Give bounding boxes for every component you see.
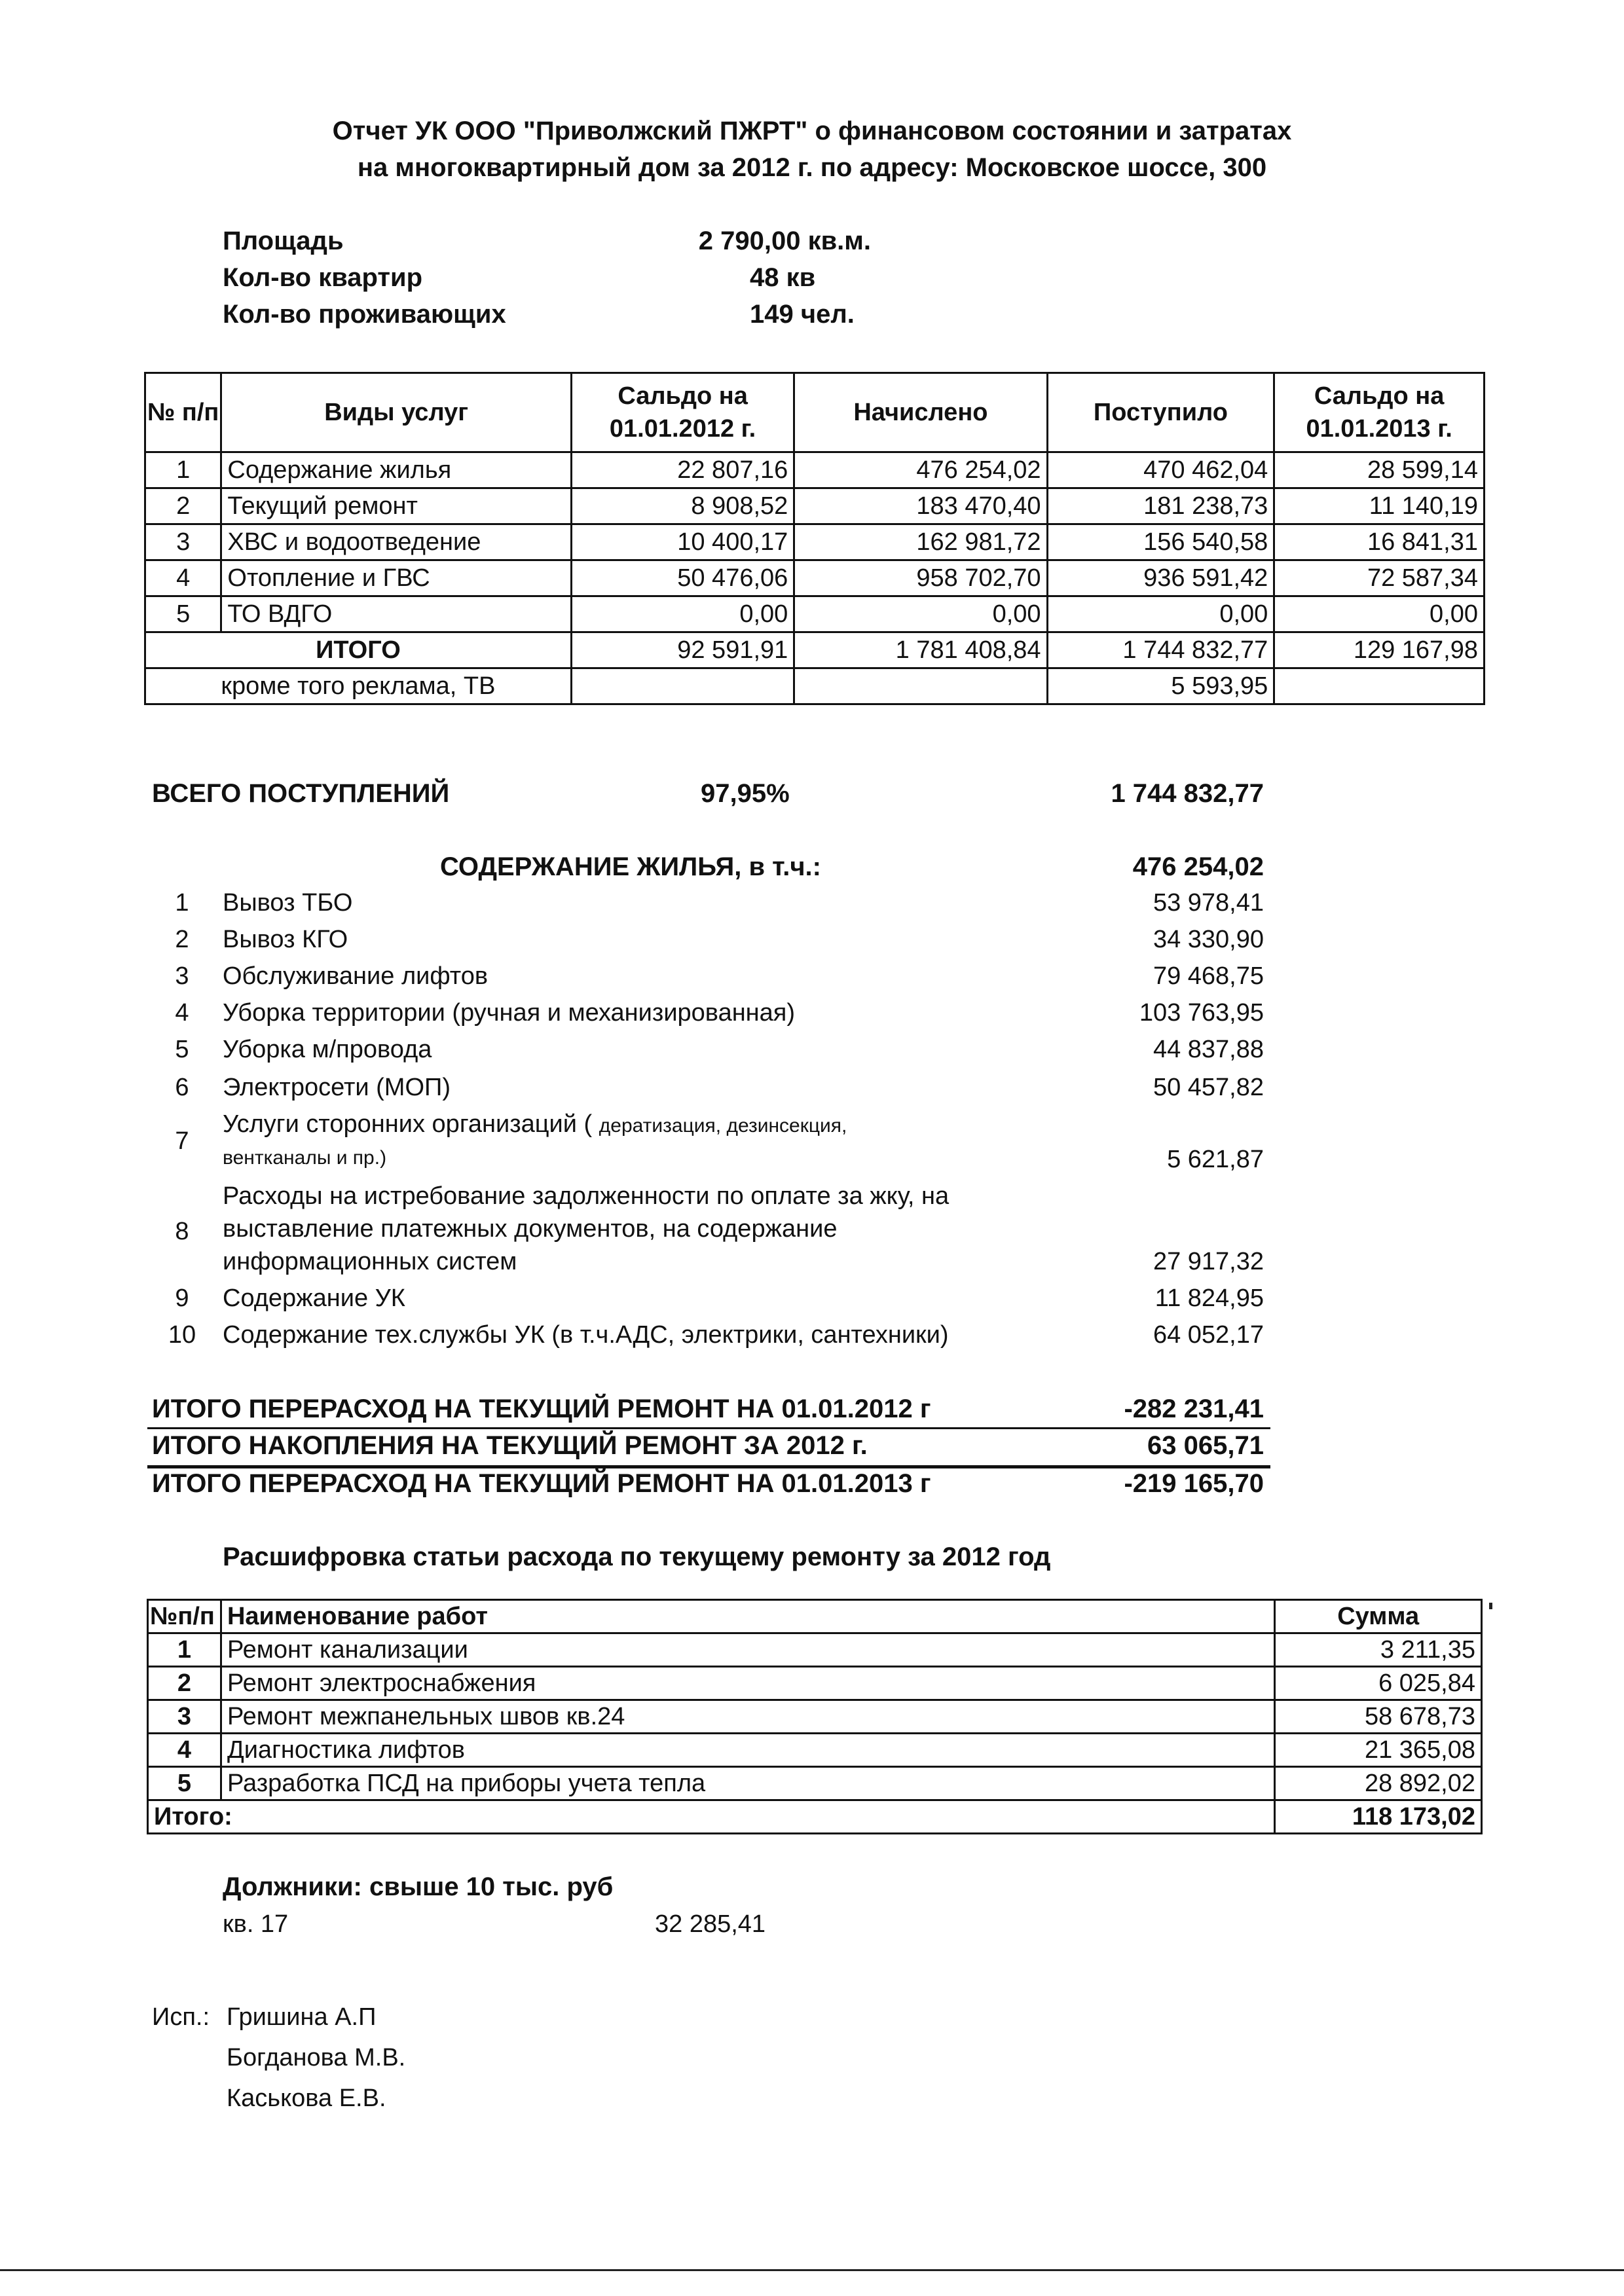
table-row — [145, 524, 1485, 560]
row-work-name: Ремонт электроснабжения — [221, 1667, 1274, 1700]
table-row — [148, 1667, 1482, 1700]
maintenance-item-name: Вывоз ТБО — [223, 889, 353, 917]
maintenance-item-name: Обслуживание лифтов — [223, 962, 489, 990]
row-balance-start: 22 807,16 — [571, 452, 794, 488]
extra-empty-cell — [571, 668, 794, 704]
extra-value: 5 593,95 — [1047, 668, 1274, 704]
divider-line — [147, 1427, 1270, 1429]
maintenance-item-value: 27 917,32 — [1153, 1248, 1264, 1275]
repair-overrun-2013-label: ИТОГО ПЕРЕРАСХОД НА ТЕКУЩИЙ РЕМОНТ НА 01.01.2013 г — [152, 1469, 931, 1498]
table-row — [145, 560, 1485, 596]
executor-name: Богданова М.В. — [227, 2044, 406, 2071]
repair-overrun-2012-label: ИТОГО ПЕРЕРАСХОД НА ТЕКУЩИЙ РЕМОНТ НА 01.01.2012 г — [152, 1394, 931, 1423]
row-service: Отопление и ГВС — [221, 560, 571, 596]
info-area-value: 2 790,00 кв.м. — [698, 227, 871, 255]
row-sum: 28 892,02 — [1275, 1767, 1482, 1800]
maintenance-item-number: 3 — [175, 962, 189, 990]
repair-overrun-2013-value: -219 165,70 — [1124, 1469, 1264, 1498]
maintenance-item-value: 64 052,17 — [1153, 1321, 1264, 1349]
info-residents-label: Кол-во проживающих — [223, 300, 506, 329]
repair-table-header — [148, 1600, 1482, 1633]
repair-breakdown-heading: Расшифровка статьи расхода по текущему ремонту за 2012 год — [223, 1542, 1051, 1571]
maintenance-item-number: 1 — [175, 889, 189, 917]
row-service: Текущий ремонт — [221, 488, 571, 524]
repair-accumulation-label: ИТОГО НАКОПЛЕНИЯ НА ТЕКУЩИЙ РЕМОНТ ЗА 2012 г. — [152, 1431, 868, 1460]
row-work-name: Разработка ПСД на приборы учета тепла — [221, 1767, 1274, 1800]
row-received: 181 238,73 — [1047, 488, 1274, 524]
services-table — [144, 372, 1485, 705]
maintenance-item-value: 103 763,95 — [1139, 999, 1264, 1027]
table-row — [145, 596, 1485, 632]
maintenance-item-name: Содержание тех.службы УК (в т.ч.АДС, электрики, сантехники) — [223, 1321, 949, 1349]
row-balance-end: 72 587,34 — [1274, 560, 1485, 596]
row-balance-start: 50 476,06 — [571, 560, 794, 596]
info-residents-value: 149 чел. — [750, 300, 855, 329]
row-number: 2 — [148, 1667, 221, 1700]
scan-edge-line — [0, 2269, 1624, 2271]
receipts-label: ВСЕГО ПОСТУПЛЕНИЙ — [152, 779, 450, 808]
row-received: 936 591,42 — [1047, 560, 1274, 596]
extra-empty-cell — [1274, 668, 1485, 704]
repair-overrun-2012-value: -282 231,41 — [1124, 1394, 1264, 1423]
maintenance-item-name: Уборка территории (ручная и механизированная) — [223, 999, 796, 1027]
maintenance-item-number: 5 — [175, 1036, 189, 1063]
total-label: ИТОГО — [145, 632, 572, 668]
debtors-heading: Должники: свыше 10 тыс. руб — [223, 1872, 614, 1901]
maintenance-item-name: Расходы на истребование задолженности по оплате за жку, на — [223, 1182, 950, 1210]
table-row — [145, 452, 1485, 488]
repair-breakdown-table — [147, 1599, 1483, 1834]
row-number: 1 — [145, 452, 221, 488]
repair-total-label: Итого: — [148, 1800, 1275, 1834]
maintenance-item-number: 6 — [175, 1074, 189, 1101]
info-area-label: Площадь — [223, 227, 344, 255]
extra-label: кроме того реклама, ТВ — [145, 668, 572, 704]
row-received: 0,00 — [1047, 596, 1274, 632]
row-sum: 21 365,08 — [1275, 1734, 1482, 1767]
maintenance-item-name-line2: вентканалы и пр.) — [223, 1147, 387, 1169]
maintenance-item-name-small: дератизация, дезинсекция, — [599, 1115, 847, 1137]
row-sum: 58 678,73 — [1275, 1700, 1482, 1734]
row-accrued: 958 702,70 — [794, 560, 1047, 596]
row-balance-end: 0,00 — [1274, 596, 1485, 632]
header-number: №п/п — [148, 1600, 221, 1633]
row-number: 1 — [148, 1633, 221, 1667]
debtor-apartment: кв. 17 — [223, 1910, 289, 1938]
maintenance-item-value: 79 468,75 — [1153, 962, 1264, 990]
maintenance-item-value: 34 330,90 — [1153, 926, 1264, 953]
row-service: ХВС и водоотведение — [221, 524, 571, 560]
header-balance-2013: Сальдо на 01.01.2013 г. — [1274, 373, 1485, 452]
maintenance-item-name-main: Услуги сторонних организаций ( — [223, 1110, 593, 1138]
info-apartments-value: 48 кв — [750, 263, 816, 292]
row-number: 4 — [148, 1734, 221, 1767]
total-received: 1 744 832,77 — [1047, 632, 1274, 668]
row-balance-start: 10 400,17 — [571, 524, 794, 560]
row-balance-start: 0,00 — [571, 596, 794, 632]
total-accrued: 1 781 408,84 — [794, 632, 1047, 668]
receipts-value: 1 744 832,77 — [1111, 779, 1264, 808]
header-accrued: Начислено — [794, 373, 1047, 452]
row-accrued: 183 470,40 — [794, 488, 1047, 524]
row-number: 4 — [145, 560, 221, 596]
row-balance-end: 11 140,19 — [1274, 488, 1485, 524]
repair-accumulation-value: 63 065,71 — [1147, 1431, 1264, 1460]
maintenance-total: 476 254,02 — [1132, 852, 1264, 881]
table-row — [148, 1767, 1482, 1800]
maintenance-item-name — [223, 1110, 847, 1139]
maintenance-item-name: Содержание УК — [223, 1285, 405, 1312]
header-received: Поступило — [1047, 373, 1274, 452]
maintenance-item-number: 8 — [175, 1218, 189, 1245]
receipts-percent: 97,95% — [701, 779, 790, 808]
row-service: ТО ВДГО — [221, 596, 571, 632]
info-apartments-label: Кол-во квартир — [223, 263, 423, 292]
total-balance-start: 92 591,91 — [571, 632, 794, 668]
table-row — [148, 1633, 1482, 1667]
report-title-line2: на многоквартирный дом за 2012 г. по адресу: Московское шоссе, 300 — [357, 153, 1267, 182]
header-balance-2012: Сальдо на 01.01.2012 г. — [571, 373, 794, 452]
debtor-amount: 32 285,41 — [655, 1910, 766, 1938]
row-sum: 3 211,35 — [1275, 1633, 1482, 1667]
header-sum: Сумма — [1275, 1600, 1482, 1633]
row-number: 3 — [145, 524, 221, 560]
repair-total-row — [148, 1800, 1482, 1834]
executor-name: Гришина А.П — [227, 2003, 377, 2031]
row-work-name: Ремонт канализации — [221, 1633, 1274, 1667]
maintenance-item-name: Вывоз КГО — [223, 926, 348, 953]
row-number: 2 — [145, 488, 221, 524]
maintenance-item-number: 10 — [168, 1321, 196, 1349]
row-number: 5 — [148, 1767, 221, 1800]
table-row — [148, 1734, 1482, 1767]
extra-empty-cell — [794, 668, 1047, 704]
maintenance-item-number: 4 — [175, 999, 189, 1027]
services-extra-row — [145, 668, 1485, 704]
maintenance-item-number: 7 — [175, 1127, 189, 1155]
row-number: 3 — [148, 1700, 221, 1734]
maintenance-item-number: 9 — [175, 1285, 189, 1312]
header-number: № п/п — [145, 373, 221, 452]
row-accrued: 162 981,72 — [794, 524, 1047, 560]
table-row — [148, 1700, 1482, 1734]
maintenance-item-value: 53 978,41 — [1153, 889, 1264, 917]
row-received: 470 462,04 — [1047, 452, 1274, 488]
row-number: 5 — [145, 596, 221, 632]
row-work-name: Ремонт межпанельных швов кв.24 — [221, 1700, 1274, 1734]
row-balance-end: 28 599,14 — [1274, 452, 1485, 488]
repair-total-value: 118 173,02 — [1275, 1800, 1482, 1834]
report-title-line1: Отчет УК ООО "Приволжский ПЖРТ" о финансовом состоянии и затратах — [332, 117, 1292, 145]
row-sum: 6 025,84 — [1275, 1667, 1482, 1700]
row-balance-start: 8 908,52 — [571, 488, 794, 524]
services-total-row — [145, 632, 1485, 668]
maintenance-item-value: 50 457,82 — [1153, 1074, 1264, 1101]
maintenance-item-number: 2 — [175, 926, 189, 953]
divider-line — [147, 1465, 1270, 1468]
maintenance-item-name: Уборка м/провода — [223, 1036, 432, 1063]
maintenance-item-name-line2: выставление платежных документов, на содержание — [223, 1215, 838, 1243]
row-balance-end: 16 841,31 — [1274, 524, 1485, 560]
row-accrued: 476 254,02 — [794, 452, 1047, 488]
row-work-name: Диагностика лифтов — [221, 1734, 1274, 1767]
maintenance-heading: СОДЕРЖАНИЕ ЖИЛЬЯ, в т.ч.: — [440, 852, 821, 881]
executor-name: Каськова Е.В. — [227, 2085, 386, 2112]
maintenance-item-name-line3: информационных систем — [223, 1248, 517, 1275]
maintenance-item-name: Электросети (МОП) — [223, 1074, 451, 1101]
maintenance-item-value: 5 621,87 — [1167, 1146, 1264, 1173]
services-table-header — [145, 373, 1485, 452]
header-work-name: Наименование работ — [221, 1600, 1274, 1633]
maintenance-item-value: 44 837,88 — [1153, 1036, 1264, 1063]
table-row — [145, 488, 1485, 524]
row-service: Содержание жилья — [221, 452, 571, 488]
scan-speck — [1489, 1603, 1492, 1609]
header-service: Виды услуг — [221, 373, 571, 452]
row-received: 156 540,58 — [1047, 524, 1274, 560]
executors-label: Исп.: — [152, 2003, 210, 2031]
maintenance-item-value: 11 824,95 — [1154, 1285, 1264, 1312]
total-balance-end: 129 167,98 — [1274, 632, 1485, 668]
row-accrued: 0,00 — [794, 596, 1047, 632]
